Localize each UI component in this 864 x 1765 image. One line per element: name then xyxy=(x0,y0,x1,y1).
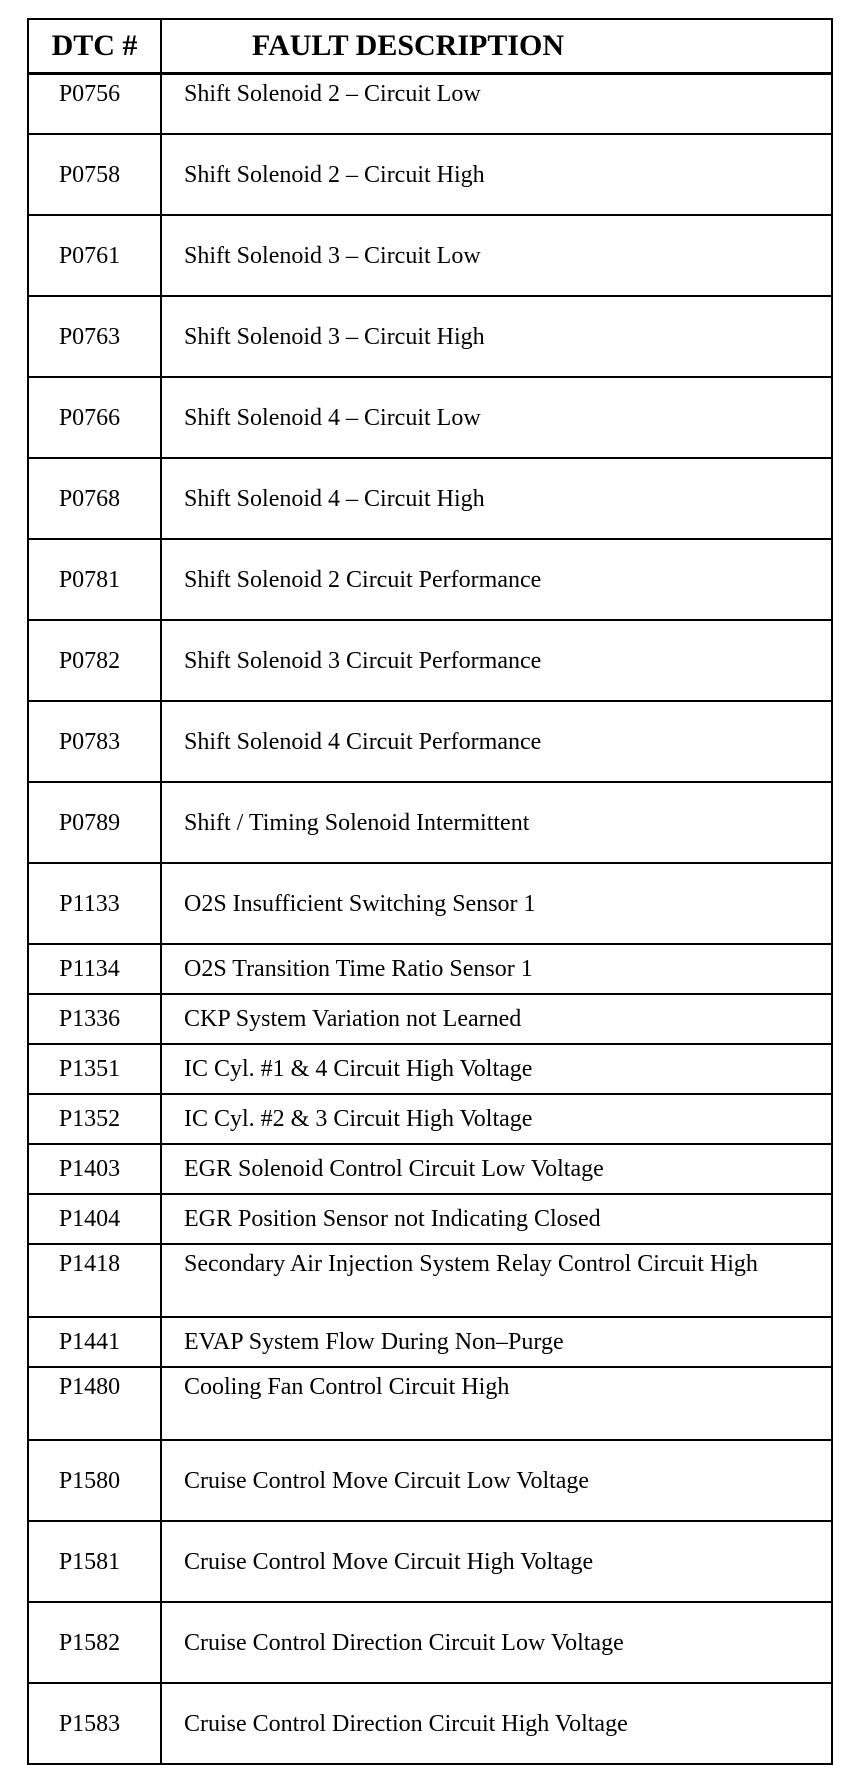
fault-description-cell: EVAP System Flow During Non–Purge xyxy=(161,1317,832,1367)
table-row xyxy=(28,1683,832,1764)
table-row xyxy=(28,215,832,296)
fault-description-cell: O2S Insufficient Switching Sensor 1 xyxy=(161,863,832,944)
dtc-code-cell: P0761 xyxy=(28,215,161,296)
table-header xyxy=(28,19,832,74)
dtc-code-cell: P0768 xyxy=(28,458,161,539)
fault-description-cell: Cruise Control Direction Circuit High Voltage xyxy=(161,1683,832,1764)
fault-description-cell: Cruise Control Move Circuit High Voltage xyxy=(161,1521,832,1602)
header-row xyxy=(28,19,832,74)
table-row xyxy=(28,863,832,944)
dtc-code-cell: P1134 xyxy=(28,944,161,994)
dtc-code-cell: P0766 xyxy=(28,377,161,458)
dtc-code-cell: P0783 xyxy=(28,701,161,782)
fault-description-cell: Cruise Control Move Circuit Low Voltage xyxy=(161,1440,832,1521)
fault-description-cell: IC Cyl. #2 & 3 Circuit High Voltage xyxy=(161,1094,832,1144)
fault-description-cell: Shift Solenoid 2 – Circuit High xyxy=(161,134,832,215)
fault-description-cell: Shift / Timing Solenoid Intermittent xyxy=(161,782,832,863)
table-row xyxy=(28,296,832,377)
dtc-code-cell: P0758 xyxy=(28,134,161,215)
dtc-code-cell: P1404 xyxy=(28,1194,161,1244)
table-row xyxy=(28,539,832,620)
dtc-code-cell: P0782 xyxy=(28,620,161,701)
dtc-code-cell: P0756 xyxy=(28,74,161,135)
fault-description-cell: EGR Position Sensor not Indicating Closed xyxy=(161,1194,832,1244)
fault-description-cell: Shift Solenoid 2 – Circuit Low xyxy=(161,74,832,135)
table-row xyxy=(28,458,832,539)
dtc-code-cell: P1441 xyxy=(28,1317,161,1367)
table-row xyxy=(28,1440,832,1521)
dtc-table xyxy=(27,18,833,1765)
dtc-code-cell: P1133 xyxy=(28,863,161,944)
dtc-code-cell: P1582 xyxy=(28,1602,161,1683)
dtc-code-cell: P1336 xyxy=(28,994,161,1044)
table-row xyxy=(28,1094,832,1144)
table-row xyxy=(28,1194,832,1244)
table-row xyxy=(28,994,832,1044)
dtc-code-cell: P1480 xyxy=(28,1367,161,1440)
table-row xyxy=(28,1244,832,1317)
table-row xyxy=(28,1144,832,1194)
table-row xyxy=(28,377,832,458)
table-row xyxy=(28,620,832,701)
dtc-code-cell: P1351 xyxy=(28,1044,161,1094)
fault-description-cell: CKP System Variation not Learned xyxy=(161,994,832,1044)
header-dtc-code: DTC # xyxy=(28,19,161,74)
dtc-code-cell: P1580 xyxy=(28,1440,161,1521)
table-row xyxy=(28,1521,832,1602)
header-fault-description: FAULT DESCRIPTION xyxy=(161,19,832,74)
fault-description-cell: IC Cyl. #1 & 4 Circuit High Voltage xyxy=(161,1044,832,1094)
fault-description-cell: Shift Solenoid 3 – Circuit High xyxy=(161,296,832,377)
table-row xyxy=(28,1602,832,1683)
fault-description-cell: Shift Solenoid 4 – Circuit High xyxy=(161,458,832,539)
table-row xyxy=(28,1317,832,1367)
fault-description-cell: Cooling Fan Control Circuit High xyxy=(161,1367,832,1440)
fault-description-cell: O2S Transition Time Ratio Sensor 1 xyxy=(161,944,832,994)
fault-description-cell: Shift Solenoid 3 – Circuit Low xyxy=(161,215,832,296)
dtc-code-cell: P0763 xyxy=(28,296,161,377)
dtc-code-cell: P0781 xyxy=(28,539,161,620)
table-row xyxy=(28,1044,832,1094)
fault-description-cell: Shift Solenoid 2 Circuit Performance xyxy=(161,539,832,620)
fault-description-cell: Secondary Air Injection System Relay Control Circuit High xyxy=(161,1244,832,1317)
dtc-code-cell: P1583 xyxy=(28,1683,161,1764)
table-row xyxy=(28,782,832,863)
dtc-code-cell: P1418 xyxy=(28,1244,161,1317)
table-body xyxy=(28,74,832,1765)
dtc-code-cell: P0789 xyxy=(28,782,161,863)
dtc-code-cell: P1581 xyxy=(28,1521,161,1602)
fault-description-cell: Shift Solenoid 4 – Circuit Low xyxy=(161,377,832,458)
table-row xyxy=(28,944,832,994)
table-row xyxy=(28,134,832,215)
table-row xyxy=(28,74,832,135)
fault-description-cell: Cruise Control Direction Circuit Low Voltage xyxy=(161,1602,832,1683)
table-row xyxy=(28,701,832,782)
dtc-code-cell: P1403 xyxy=(28,1144,161,1194)
fault-description-cell: Shift Solenoid 3 Circuit Performance xyxy=(161,620,832,701)
fault-description-cell: Shift Solenoid 4 Circuit Performance xyxy=(161,701,832,782)
fault-description-cell: EGR Solenoid Control Circuit Low Voltage xyxy=(161,1144,832,1194)
dtc-code-cell: P1352 xyxy=(28,1094,161,1144)
table-row xyxy=(28,1367,832,1440)
